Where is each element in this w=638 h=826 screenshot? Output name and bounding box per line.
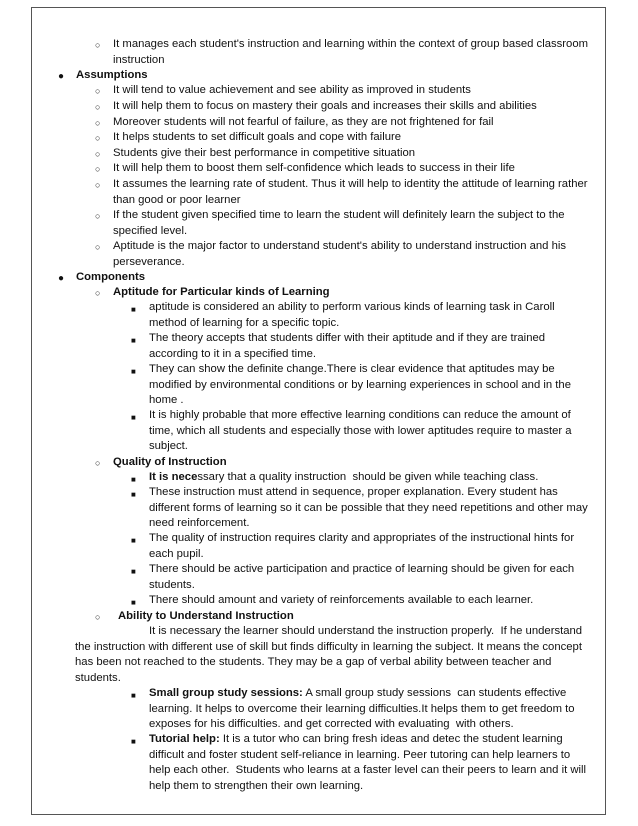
assumption-item: It assumes the learning rate of student. Thus it will help to identity the attitude of learning rather bbox=[113, 178, 588, 190]
components-heading: Components bbox=[76, 271, 146, 283]
quality-item-cont: different forms of learning so it can be possible that they need repetitions and other may bbox=[149, 502, 588, 514]
circle-bullet: ○ bbox=[95, 118, 101, 128]
ability-item-label: Tutorial help: bbox=[149, 733, 220, 745]
aptitude-item-cont: time, which all students and especially those with lower aptitudes require to master a bbox=[149, 425, 572, 437]
circle-bullet: ○ bbox=[95, 242, 101, 252]
ability-item bbox=[149, 732, 563, 747]
ability-item-cont: learning. It helps to overcome their learning difficulties.It helps them to get freedom to bbox=[149, 703, 575, 715]
circle-bullet: ○ bbox=[95, 40, 101, 50]
assumption-item: Students give their best performance in competitive situation bbox=[113, 147, 416, 159]
quality-item-cont: each pupil. bbox=[149, 548, 204, 560]
ability-para-line: the instruction with different use of skill but finds difficulty in learning the subject. It means the concept bbox=[75, 641, 582, 653]
square-bullet: ■ bbox=[131, 737, 136, 746]
quality-item: There should amount and variety of reinforcements available to each learner. bbox=[149, 594, 534, 606]
square-bullet: ■ bbox=[131, 367, 136, 376]
assumption-item: It will help them to boost them self-confidence which leads to success in their life bbox=[113, 162, 515, 174]
circle-bullet: ○ bbox=[95, 180, 101, 190]
square-bullet: ■ bbox=[131, 413, 136, 422]
quality-item: These instruction must attend in sequence, proper explanation. Every student has bbox=[149, 486, 558, 498]
circle-bullet: ○ bbox=[95, 133, 101, 143]
quality-title: Quality of Instruction bbox=[113, 456, 227, 468]
square-bullet: ■ bbox=[131, 336, 136, 345]
ability-item-cont: exposes for his difficulties. and get corrected with evaluating with others. bbox=[149, 718, 514, 730]
circle-bullet: ○ bbox=[95, 164, 101, 174]
quality-item-bold: It is nece bbox=[149, 471, 198, 483]
assumption-item-cont: than good or poor learner bbox=[113, 194, 241, 206]
circle-bullet: ○ bbox=[95, 102, 101, 112]
quality-item: The quality of instruction requires clarity and appropriates of the instructional hints for bbox=[149, 532, 575, 544]
quality-item-rest: ssary that a quality instruction should be given while teaching class. bbox=[197, 471, 539, 483]
circle-bullet: ○ bbox=[95, 86, 101, 96]
ability-para-line: has been not reached to the students. They may be a gap of verbal ability between teacher and bbox=[75, 656, 552, 668]
assumptions-heading: Assumptions bbox=[76, 69, 148, 81]
aptitude-title: Aptitude for Particular kinds of Learning bbox=[113, 286, 330, 298]
ability-item-text: It is a tutor who can bring fresh ideas and detec the student learning bbox=[219, 733, 563, 745]
ability-item-text: A small group study sessions can students effective bbox=[302, 687, 567, 699]
assumption-item: Aptitude is the major factor to understand student's ability to understand instruction and his bbox=[113, 240, 567, 252]
ability-item bbox=[149, 686, 566, 701]
aptitude-item-cont: method of learning for a specific topic. bbox=[149, 317, 340, 329]
assumption-item: It will tend to value achievement and see ability as improved in students bbox=[113, 84, 471, 96]
quality-item-cont: need reinforcement. bbox=[149, 517, 250, 529]
circle-bullet: ○ bbox=[95, 612, 101, 622]
square-bullet: ■ bbox=[131, 305, 136, 314]
quality-item-cont: students. bbox=[149, 579, 195, 591]
aptitude-item: They can show the definite change.There is clear evidence that aptitudes may be bbox=[149, 363, 555, 375]
aptitude-item-cont: home . bbox=[149, 394, 184, 406]
aptitude-item: The theory accepts that students differ with their aptitude and if they are trained bbox=[149, 332, 546, 344]
intro-line-1: It manages each student's instruction and learning within the context of group based classroom bbox=[113, 38, 589, 50]
aptitude-item: It is highly probable that more effective learning conditions can reduce the amount of bbox=[149, 409, 571, 421]
square-bullet: ■ bbox=[131, 475, 136, 484]
ability-item-cont: difficult and foster student self-reliance in learning. Peer tutoring can help learners to bbox=[149, 749, 571, 761]
ability-item-label: Small group study sessions: bbox=[149, 687, 303, 699]
square-bullet: ■ bbox=[131, 490, 136, 499]
assumption-item: If the student given specified time to learn the student will definitely learn the subject to the bbox=[113, 209, 565, 221]
circle-bullet: ○ bbox=[95, 149, 101, 159]
assumption-item-cont: specified level. bbox=[113, 225, 188, 237]
aptitude-item: aptitude is considered an ability to perform various kinds of learning task in Caroll bbox=[149, 301, 555, 313]
ability-title: Ability to Understand Instruction bbox=[118, 610, 294, 622]
assumption-item-cont: perseverance. bbox=[113, 256, 185, 268]
circle-bullet: ○ bbox=[95, 288, 101, 298]
circle-bullet: ○ bbox=[95, 211, 101, 221]
square-bullet: ■ bbox=[131, 536, 136, 545]
intro-line-2: instruction bbox=[113, 54, 165, 66]
square-bullet: ■ bbox=[131, 691, 136, 700]
disc-bullet: ● bbox=[58, 71, 65, 82]
assumption-item: Moreover students will not fearful of failure, as they are not frightened for fail bbox=[113, 116, 494, 128]
quality-item: There should be active participation and practice of learning should be given for each bbox=[149, 563, 575, 575]
aptitude-item-cont: according to it in a specified time. bbox=[149, 348, 317, 360]
square-bullet: ■ bbox=[131, 567, 136, 576]
ability-para-line: It is necessary the learner should understand the instruction properly. If he understand bbox=[149, 625, 583, 637]
assumption-item: It helps students to set difficult goals and cope with failure bbox=[113, 131, 402, 143]
aptitude-item-cont: subject. bbox=[149, 440, 188, 452]
ability-item-cont: help them to strengthen their own learning. bbox=[149, 780, 364, 792]
circle-bullet: ○ bbox=[95, 458, 101, 468]
ability-item-cont: help each other. Students who learns at a faster level can their peers to learn and it will bbox=[149, 764, 587, 776]
disc-bullet: ● bbox=[58, 273, 65, 284]
square-bullet: ■ bbox=[131, 598, 136, 607]
assumption-item: It will help them to focus on mastery their goals and increases their skills and abilities bbox=[113, 100, 537, 112]
quality-item bbox=[149, 470, 538, 485]
ability-para-line: students. bbox=[75, 672, 121, 684]
aptitude-item-cont: modified by environmental conditions or by learning experiences in school and in the bbox=[149, 379, 572, 391]
